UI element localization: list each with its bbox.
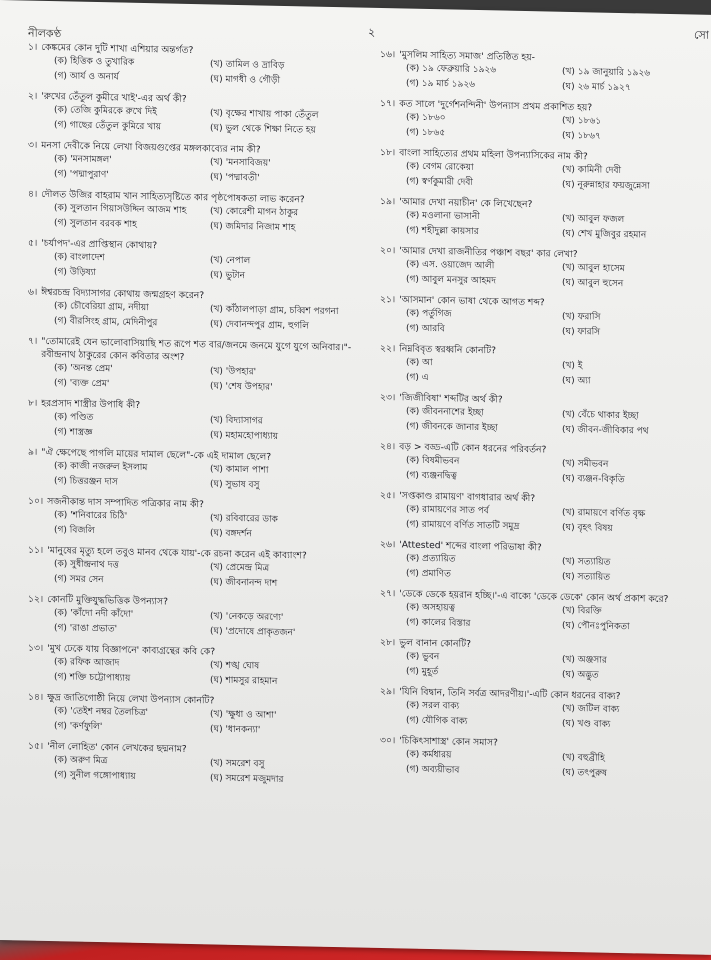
answer-option: (খ) বিরক্তি — [562, 605, 602, 617]
options-grid — [28, 410, 358, 447]
answer-option: (ক) 'মনসামঙ্গল' — [54, 154, 112, 166]
answer-option: (ক) বিষমীভবন — [406, 455, 460, 467]
question-number: ২৪। — [380, 440, 396, 453]
answer-option: (খ) বিদ্যাসাগর — [210, 415, 263, 427]
answer-option: (ঘ) সমরেশ মজুমদার — [210, 773, 284, 785]
question-number: ১৬। — [380, 48, 396, 61]
answer-option: (ক) তেজি কুমিরকে রুখে দিই — [54, 105, 157, 118]
answer-option: (গ) 'কর্ণফুলি' — [54, 721, 103, 733]
answer-option: (গ) আরবি — [406, 323, 445, 335]
answer-option: (গ) এ — [406, 372, 429, 383]
question-body: বড় > বড্ড-এটি কোন ধরনের পরিবর্তন? — [399, 441, 547, 456]
options-grid — [28, 103, 358, 140]
answer-option: (ঘ) ২৬ মার্চ ১৯২৭ — [562, 81, 631, 94]
question-body: হরপ্রসাদ শাস্ত্রীর উপাধি কী? — [41, 397, 141, 411]
options-grid — [380, 159, 710, 196]
answer-option: (ঘ) জীবন-জীবিকার পথ — [562, 424, 649, 437]
question-number: ১৭। — [380, 97, 396, 110]
question-number: ২০। — [380, 244, 396, 257]
options-grid — [380, 306, 710, 343]
answer-option: (ক) 'তেইশ নম্বর তৈলচিত্র' — [54, 706, 149, 719]
answer-option: (গ) কালের বিস্তার — [406, 617, 471, 629]
answer-option: (খ) আবুল হাসেম — [562, 262, 625, 275]
options-grid — [380, 404, 710, 441]
answer-option: (খ) কামাল পাশা — [210, 464, 269, 476]
answer-option: (ঘ) ব্যঞ্জন-বিকৃতি — [562, 473, 625, 486]
options-grid — [380, 600, 710, 637]
answer-option: (ক) রফিক আজাদ — [54, 657, 120, 669]
answer-option: (গ) শাস্ত্রজ্ঞ — [54, 427, 93, 438]
options-grid — [28, 54, 358, 91]
answer-option: (ঘ) অদ্ভুত — [562, 669, 599, 681]
question-number: ৮। — [28, 397, 38, 409]
answer-option: (খ) শঙ্খ ঘোষ — [210, 660, 260, 672]
answer-option: (ক) প্রত্যায়িত — [406, 553, 456, 565]
answer-option: (ক) কর্মধারয় — [406, 749, 452, 761]
question-item — [28, 286, 358, 336]
question-number: ১৩। — [28, 642, 44, 654]
answer-option: (ক) পণ্ডিত — [54, 412, 94, 423]
answer-option: (ক) জীবননাশের ইচ্ছা — [406, 406, 484, 419]
answer-option: (ক) 'শনিবারের চিঠি' — [54, 510, 128, 522]
options-grid — [380, 355, 710, 392]
answer-option: (ঘ) পৌনঃপুনিকতা — [562, 620, 630, 633]
answer-option: (গ) উড়িষ্যা — [54, 267, 96, 279]
question-item — [380, 146, 710, 196]
answer-option: (খ) ফরাসি — [562, 311, 601, 323]
answer-option: (খ) আবুল ফজল — [562, 213, 625, 226]
header-right: সো — [694, 28, 709, 42]
answer-option: (গ) 'ব্যক্ত প্রেম' — [54, 378, 110, 390]
question-body: ভুল বানান কোনটি? — [399, 637, 471, 650]
answer-option: (ঘ) দেবানন্দপুর গ্রাম, হুগলি — [210, 319, 309, 332]
answer-option: (ঘ) তৎপুরুষ — [562, 767, 607, 779]
question-number: ২৬। — [380, 538, 396, 551]
question-item — [28, 397, 358, 447]
answer-option: (ঘ) জীবনানন্দ দাশ — [210, 577, 278, 589]
question-body: 'জিজীবিষা' শব্দটির অর্থ কী? — [399, 392, 503, 406]
answer-option: (ক) ১৮৬০ — [406, 112, 446, 124]
question-number: ৫। — [28, 237, 38, 249]
question-item — [28, 139, 358, 189]
answer-option: (গ) সুনীল গঙ্গোপাধ্যায় — [54, 770, 136, 782]
question-body: 'মানুষের মৃত্যু হলে তবুও মানব থেকে যায়'-কে রচনা করেন এই কাব্যাংশ? — [47, 544, 307, 562]
question-body: 'মুখ ঢেকে যায় বিজ্ঞাপনে' কাব্যগ্রন্থের কবি কে? — [47, 642, 216, 658]
options-grid — [28, 557, 358, 594]
answer-option: (খ) বহুব্রীহি — [562, 752, 605, 764]
question-item — [28, 740, 358, 790]
question-number: ২৭। — [380, 587, 396, 600]
question-number: ১৮। — [380, 146, 396, 159]
question-body: 'Attested' শব্দের বাংলা পরিভাষা কী? — [399, 539, 542, 554]
question-body: ঈশ্বরচন্দ্র বিদ্যাসাগর কোথায় জন্মগ্রহণ করেন? — [41, 286, 205, 302]
answer-option: (ঘ) নূরুন্নাহার ফয়জুন্নেসা — [562, 179, 650, 192]
options-grid — [28, 152, 358, 189]
answer-option: (খ) ১৯ জানুয়ারি ১৯২৬ — [562, 66, 651, 79]
question-item — [380, 391, 710, 441]
answer-option: (খ) কোরেশী মাগন ঠাকুর — [210, 206, 299, 219]
answer-option: (গ) বীরসিংহ গ্রাম, মেদিনীপুর — [54, 316, 158, 329]
answer-option: (ক) আ — [406, 357, 433, 369]
options-grid — [380, 110, 710, 147]
answer-option: (খ) কাঁঠালপাড়া গ্রাম, চব্বিশ পরগনা — [210, 304, 339, 318]
answer-option: (ক) এস. ওয়াজেদ আলী — [406, 259, 495, 272]
question-number: ১। — [28, 41, 38, 53]
question-body: 'চিকিৎসাশাস্ত্র' কোন সমাস? — [399, 735, 498, 749]
answer-option: (ক) রামায়ণের সাত পর্ব — [406, 504, 489, 517]
question-item — [28, 642, 358, 692]
question-body: কেঙ্কমের কোন দুটি শাখা এশিয়ার অন্তর্গত? — [41, 41, 194, 57]
answer-option: (গ) যৌগিক বাক্য — [406, 715, 468, 727]
question-item — [28, 41, 358, 91]
question-number: ২১। — [380, 293, 396, 306]
answer-option: (খ) বেঁচে থাকার ইচ্ছা — [562, 409, 639, 422]
answer-option: (খ) কামিনী দেবী — [562, 164, 622, 177]
answer-option: (ক) বাংলাদেশ — [54, 252, 105, 264]
answer-option: (গ) রামায়ণে বর্ণিত সাতটি সমুদ্র — [406, 519, 520, 532]
answer-option: (ঘ) আবুল হুসেন — [562, 277, 624, 290]
options-grid — [28, 201, 358, 238]
options-grid — [28, 753, 358, 790]
answer-option: (ঘ) শামসুর রাহমান — [210, 675, 278, 687]
answer-option: (ঘ) সুভাষ বসু — [210, 479, 260, 491]
question-item — [28, 544, 358, 594]
answer-option: (গ) শহীদুল্লা কায়সার — [406, 225, 479, 238]
answer-option: (গ) সুলতান বরবক শাহ — [54, 218, 137, 230]
question-number: ২২। — [380, 342, 396, 355]
answer-option: (ঘ) খণ্ড বাক্য — [562, 718, 611, 730]
options-grid — [380, 61, 710, 98]
answer-option: (ক) সুধীন্দ্রনাথ দত্ত — [54, 559, 119, 571]
answer-option: (ঘ) সত্যায়িত — [562, 571, 610, 583]
answer-option: (গ) গাছের তেঁতুল কুমিরে খায় — [54, 120, 162, 133]
answer-option: (ক) অরুণ মিত্র — [54, 755, 108, 767]
question-item — [380, 489, 710, 539]
options-grid — [380, 649, 710, 686]
question-body: 'নীল লোহিত' কোন লেখকের ছদ্মনাম? — [47, 740, 187, 755]
question-number: ২৯। — [380, 685, 396, 698]
options-grid — [28, 299, 358, 336]
answer-option: (গ) সমর সেন — [54, 574, 104, 586]
question-body: কোনটি মুক্তিযুদ্ধভিত্তিক উপন্যাস? — [47, 593, 168, 608]
answer-option: (গ) 'রাঙা প্রভাত' — [54, 623, 118, 635]
answer-option: (ঘ) বৃহৎ বিষয় — [562, 522, 613, 534]
header-left: নীলকণ্ঠ — [28, 26, 62, 41]
answer-option: (গ) আর্য ও অনার্য — [54, 71, 119, 83]
answer-option: (ক) সরল বাক্য — [406, 700, 460, 712]
answer-option: (ঘ) ১৮৬৭ — [562, 130, 601, 142]
answer-option: (গ) বিজলি — [54, 525, 95, 536]
options-grid — [380, 551, 710, 588]
answer-option: (ক) 'কাঁদো নদী কাঁদো' — [54, 608, 134, 620]
answer-option: (গ) শক্তি চট্টোপাধ্যায় — [54, 672, 131, 684]
question-item — [380, 538, 710, 588]
answer-option: (খ) ১৮৬১ — [562, 115, 602, 127]
question-body: সজনীকান্ত দাস সম্পাদিত পত্রিকার নাম কী? — [47, 495, 204, 511]
question-number: ২৮। — [380, 636, 396, 649]
question-number: ১৯। — [380, 195, 396, 208]
question-body: "ঐ ক্ষেপেছে পাগলি মায়ের দামাল ছেলে"-কে এই দামাল ছেলে? — [41, 446, 272, 463]
question-item — [28, 446, 358, 496]
question-number: ৩০। — [380, 734, 396, 747]
answer-option: (ঘ) ভুল থেকে শিক্ষা নিতে হয় — [210, 123, 316, 136]
answer-option: (গ) অব্যয়ীভাব — [406, 764, 460, 776]
answer-option: (খ) অঞ্জসার — [562, 654, 607, 666]
answer-option: (ক) সুলতান গিয়াসউদ্দিন আজম শাহ — [54, 203, 187, 216]
question-body: 'যিনি বিদ্বান, তিনি সর্বত্র আদরণীয়।'-এটি কোন ধরনের বাক্য? — [399, 686, 621, 702]
answer-option: (গ) ১৯ মার্চ ১৯২৬ — [406, 78, 476, 90]
question-number: ২৫। — [380, 489, 396, 502]
options-grid — [28, 250, 358, 287]
question-body: 'ডেকে ডেকে হয়রান হচ্ছি।'-এ বাক্যে 'ডেকে ডেকে' কোন অর্থ প্রকাশ করে? — [399, 588, 669, 606]
question-item — [380, 685, 710, 735]
answer-option: (ঘ) 'ধানকন্যা' — [210, 724, 261, 736]
question-body: 'মুসলিম সাহিত্য সমাজ' প্রতিষ্ঠিত হয়- — [399, 49, 535, 64]
question-item — [28, 335, 358, 398]
answer-option: (গ) জীবনকে জানার ইচ্ছা — [406, 421, 498, 434]
question-number: ১১। — [28, 544, 44, 556]
answer-option: (খ) 'নেকড়ে অরণ্যে' — [210, 611, 284, 623]
question-item — [380, 734, 710, 784]
answer-option: (ঘ) ফারসি — [562, 326, 601, 338]
answer-option: (খ) নেপাল — [210, 255, 251, 267]
options-grid — [28, 704, 358, 741]
question-body: নিম্নবিবৃত স্বরধ্বনি কোনটি? — [399, 343, 497, 357]
question-number: ৭। — [28, 335, 38, 347]
question-body: ক্ষুদ্র জাতিগোষ্ঠী নিয়ে লেখা উপন্যাস কোনটি? — [47, 691, 215, 707]
answer-option: (গ) স্বর্ণকুমারী দেবী — [406, 176, 473, 188]
answer-option: (ক) কাজী নজরুল ইসলাম — [54, 461, 148, 474]
answer-option: (খ) রামায়ণে বর্ণিত বৃক্ষ — [562, 507, 646, 520]
question-number: ৬। — [28, 286, 38, 298]
answer-option: (খ) রবিবারের ডাক — [210, 513, 278, 525]
options-grid — [28, 459, 358, 496]
question-number: ২৩। — [380, 391, 396, 404]
options-grid — [380, 502, 710, 539]
options-grid — [28, 606, 358, 643]
answer-option: (গ) আবুল মনসুর আহমদ — [406, 274, 496, 287]
options-grid — [380, 208, 710, 245]
answer-option: (ক) ১৯ ফেব্রুয়ারি ১৯২৬ — [406, 63, 497, 76]
answer-option: (ঘ) ভুটান — [210, 270, 246, 282]
question-item — [380, 97, 710, 147]
answer-option: (ক) মওলানা ভাসানী — [406, 210, 480, 223]
question-body: 'আসমান' কোন ভাষা থেকে আগত শব্দ? — [399, 294, 545, 309]
question-item — [380, 636, 710, 686]
answer-option: (গ) প্রমাণিত — [406, 568, 451, 580]
answer-option: (ক) পর্তুগিজ — [406, 308, 452, 320]
question-item — [28, 188, 358, 238]
page-number: ২ — [368, 25, 376, 39]
question-number: ১৪। — [28, 691, 44, 703]
answer-option: (ক) বেগম রোকেয়া — [406, 161, 474, 173]
answer-option: (খ) তামিল ও দ্রাবিড় — [210, 59, 285, 71]
answer-option: (ঘ) বঙ্গদর্শন — [210, 528, 252, 540]
question-number: ৩। — [28, 139, 38, 151]
answer-option: (খ) 'মনসাবিজয়' — [210, 157, 271, 169]
question-body: 'রুখের তেঁতুল কুমীরে খাই'-এর অর্থ কী? — [41, 90, 187, 105]
options-grid — [380, 747, 710, 784]
question-item — [28, 495, 358, 545]
answer-option: (ঘ) জমিদার নিজাম শাহ — [210, 221, 296, 234]
answer-option: (খ) 'ক্ষুধা ও আশা' — [210, 709, 277, 721]
answer-option: (ঘ) 'শেষ উপহার' — [210, 381, 273, 393]
answer-option: (ক) 'অনন্ত প্রেম' — [54, 363, 113, 375]
answer-option: (ক) হিত্তিক ও তুখারিক — [54, 56, 135, 68]
answer-option: (গ) চিত্তরঞ্জন দাস — [54, 476, 118, 488]
answer-option: (ঘ) শেখ মুজিবুর রহমান — [562, 228, 647, 241]
question-item — [28, 90, 358, 140]
question-number: ৯। — [28, 446, 38, 458]
answer-option: (গ) মুহূর্ত — [406, 666, 439, 678]
question-number: ১২। — [28, 593, 44, 605]
question-item — [28, 593, 358, 643]
answer-option: (ঘ) 'প্রদোষে প্রাকৃতজন' — [210, 626, 296, 639]
answer-option: (গ) 'পদ্মাপুরাণ' — [54, 169, 109, 181]
question-body: 'সপ্তকাণ্ড রামায়ণ' বাগধারার অর্থ কী? — [399, 490, 536, 505]
options-grid — [380, 698, 710, 735]
question-item — [380, 293, 710, 343]
answer-option: (খ) 'উপহার' — [210, 366, 257, 378]
question-item — [380, 244, 710, 294]
question-body: কত সালে 'দুর্গেশনন্দিনী' উপন্যাস প্রথম প্রকাশিত হয়? — [399, 98, 593, 114]
options-grid — [28, 361, 358, 398]
options-grid — [380, 453, 710, 490]
answer-option: (খ) বৃক্ষের শাখায় পাকা তেঁতুল — [210, 108, 319, 121]
answer-option: (ক) চৌবেরিয়া গ্রাম, নদীয়া — [54, 301, 149, 314]
question-item — [380, 342, 710, 392]
options-grid — [28, 508, 358, 545]
question-item — [380, 195, 710, 245]
question-body: 'আমার দেখা রাজনীতির পঞ্চাশ বছর' কার লেখা? — [399, 245, 578, 261]
question-body: "তোমারেই যেন ভালোবাসিয়াছি শত রূপে শত বার/জনমে জনমে যুগে যুগে অনিবার।"-রবীন্দ্রনাথ ঠাকুরের কোন কবিতার অংশ? — [41, 335, 352, 363]
answer-option: (খ) সমীভবন — [562, 458, 609, 470]
answer-option: (খ) ই — [562, 360, 583, 372]
question-item — [380, 440, 710, 490]
question-item — [380, 587, 710, 637]
question-number: ২। — [28, 90, 38, 102]
answer-option: (খ) সমরেশ বসু — [210, 758, 265, 770]
right-column — [380, 48, 710, 790]
question-body: 'আমার দেখা নয়াচীন' কে লিখেছেন? — [399, 196, 533, 211]
answer-option: (ঘ) মাগধী ও গৌড়ী — [210, 74, 281, 86]
question-item — [28, 691, 358, 741]
answer-option: (ক) ভুবন — [406, 651, 440, 663]
question-item — [28, 237, 358, 287]
question-body: দৌলত উজির বাহরাম খান সাহিত্যসৃষ্টিতে কার পৃষ্ঠপোষকতা লাভ করেন? — [41, 188, 305, 206]
answer-option: (ক) অসহায়ত্ব — [406, 602, 455, 614]
answer-option: (ঘ) মহামহোপাধ্যায় — [210, 430, 279, 442]
answer-option: (ঘ) 'পদ্মাবতী' — [210, 172, 260, 184]
question-number: ১০। — [28, 495, 44, 507]
left-column — [28, 41, 358, 796]
question-item — [380, 48, 710, 98]
options-grid — [380, 257, 710, 294]
answer-option: (খ) জটিল বাক্য — [562, 703, 620, 715]
question-number: ১৫। — [28, 740, 44, 752]
answer-option: (খ) সত্যায়িত — [562, 556, 611, 568]
answer-option: (ঘ) অ্যা — [562, 375, 591, 387]
question-body: 'চর্যাপদ'-এর প্রাপ্তিস্থান কোথায়? — [41, 237, 158, 252]
question-number: ৪। — [28, 188, 38, 200]
options-grid — [28, 655, 358, 692]
answer-option: (গ) ১৮৬৫ — [406, 127, 446, 139]
question-body: মনসা দেবীকে নিয়ে লেখা বিজয়গুপ্তের মঙ্গলকাব্যের নাম কী? — [41, 139, 261, 156]
question-body: বাংলা সাহিত্যের প্রথম মহিলা উপন্যাসিকের নাম কী? — [399, 147, 588, 163]
answer-option: (খ) প্রেমেন্দ্র মিত্র — [210, 562, 270, 574]
answer-option: (গ) ব্যঞ্জনদ্বিত্ব — [406, 470, 457, 482]
